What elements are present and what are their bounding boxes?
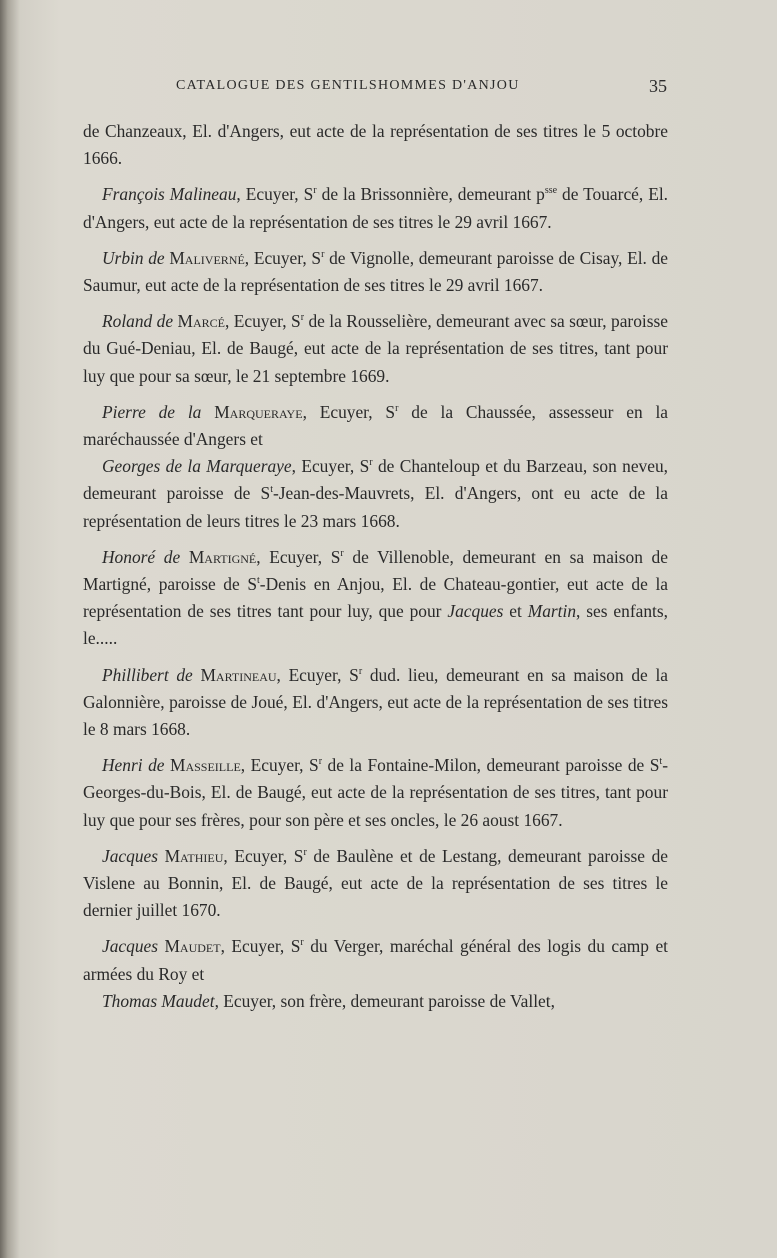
text-fragment: dud. lieu, demeurant en sa maison de la Galonnière, paroisse de Joué, El. d'Angers, eut acte de la représentation de ses titres le 8 mars 1668. [83, 664, 669, 740]
paragraph [83, 843, 668, 925]
superscript: r [318, 756, 323, 768]
paragraph [83, 308, 668, 390]
paragraph [83, 118, 668, 172]
person-surname: Maliverné [169, 247, 245, 268]
text-fragment: , Ecuyer, S [291, 456, 370, 477]
person-name: Thomas Maudet [102, 990, 215, 1011]
paragraph [83, 245, 668, 299]
person-name: Martin [527, 601, 577, 622]
superscript: t [270, 484, 273, 496]
superscript: r [313, 185, 317, 197]
text-fragment: , Ecuyer, S [302, 401, 396, 422]
text-fragment: , Ecuyer, son frère, demeurant paroisse de Vallet, [214, 990, 555, 1011]
superscript: r [369, 457, 373, 469]
superscript: t [257, 575, 260, 587]
person-name: Roland de [102, 311, 174, 332]
text-fragment: , Ecuyer, S [223, 845, 304, 866]
paragraph [83, 933, 668, 987]
text-fragment: , Ecuyer, S [236, 184, 314, 205]
superscript: r [321, 249, 325, 261]
person-name: Honoré de [102, 546, 181, 567]
superscript: r [340, 548, 344, 560]
superscript: r [303, 847, 307, 859]
text-fragment: , Ecuyer, S [224, 311, 301, 332]
person-surname: Mathieu [164, 845, 224, 866]
text-fragment: de Villenoble, demeurant en sa maison de Martigné, paroisse de S [83, 546, 668, 595]
person-surname: Masseille [169, 755, 241, 776]
paragraph [83, 399, 668, 453]
person-name: Jacques [447, 601, 504, 622]
person-surname: Martineau [200, 664, 277, 685]
person-name: Jacques [102, 936, 159, 957]
text-fragment: du Verger, maréchal général des logis du camp et armées du Roy et [83, 936, 668, 984]
text-fragment: de la Chaussée, assesseur en la maréchaussée d'Angers et [83, 401, 669, 450]
paragraph [83, 662, 668, 744]
paragraph [83, 544, 668, 653]
superscript: r [300, 937, 304, 949]
text-fragment: , Ecuyer, S [276, 664, 359, 685]
text-fragment: , Ecuyer, S [240, 755, 319, 776]
person-name: François Malineau [102, 184, 237, 205]
text-fragment: de Vignolle, demeurant paroisse de Cisay, El. de Saumur, eut acte de la représentation de ses titres le 29 avril 1667. [83, 247, 668, 296]
text-fragment: , Ecuyer, S [256, 546, 341, 567]
paragraph-text: de Chanzeaux, El. d'Angers, eut acte de la représentation de ses titres le 5 octobre 1666. [83, 121, 668, 169]
text-fragment: de la Brissonnière, demeurant p [316, 184, 545, 205]
person-surname: Maudet [164, 936, 221, 957]
text-fragment: de la Fontaine-Milon, demeurant paroisse de S [322, 755, 660, 776]
person-name: Jacques [102, 845, 159, 866]
text-fragment: , ses enfants, le..... [83, 601, 669, 649]
text-fragment: , Ecuyer, S [220, 936, 301, 957]
paragraph [83, 988, 668, 1015]
running-head: CATALOGUE DES GENTILSHOMMES D'ANJOU [176, 78, 520, 93]
text-fragment: de la Rousselière, demeurant avec sa sœur, paroisse du Gué-Deniau, El. de Baugé, eut acte de la représentation de ses titres, tant pour luy que pour sa sœur, le 21 septembre 1669. [83, 311, 669, 386]
text-fragment: , Ecuyer, S [244, 247, 322, 268]
paragraph [83, 453, 668, 535]
person-name: Henri de [102, 755, 165, 776]
superscript: r [300, 312, 305, 324]
text-fragment: et [503, 601, 528, 622]
page-header [84, 78, 669, 102]
text-fragment: de Chanteloup et du Barzeau, son neveu, demeurant paroisse de S [83, 456, 669, 504]
text-fragment: -Denis en Anjou, El. de Chateau-gontier, eut acte de la représentation de ses titres tant pour luy, que pour [83, 574, 668, 622]
paragraph [83, 752, 668, 834]
person-name: Georges de la Marqueraye [102, 456, 292, 477]
text-fragment: de Touarcé, El. d'Angers, eut acte de la représentation de ses titres le 29 avril 1667. [83, 184, 669, 232]
text-fragment: -Jean-des-Mauvrets, El. d'Angers, ont eu acte de la représentation de leurs titres le 23 mars 1668. [83, 483, 668, 531]
page-number: 35 [649, 76, 667, 96]
superscript: r [358, 665, 363, 677]
body-text [83, 118, 668, 1015]
superscript: r [395, 403, 399, 415]
person-surname: Martigné [188, 546, 257, 567]
person-name: Phillibert de [102, 664, 193, 685]
text-fragment: -Georges-du-Bois, El. de Baugé, eut acte de la représentation de ses titres, tant pour luy que pour ses frères, pour son père et ses oncles, le 26 aoust 1667. [83, 755, 668, 830]
person-name: Pierre de la [102, 401, 202, 422]
paragraph [83, 181, 668, 235]
superscript: t [659, 756, 663, 768]
person-surname: Marqueraye [214, 401, 303, 422]
superscript: sse [544, 185, 558, 197]
person-name: Urbin de [102, 247, 165, 268]
person-surname: Marcé [177, 311, 225, 332]
text-fragment: de Baulène et de Lestang, demeurant paroisse de Vislene au Bonnin, El. de Baugé, eut acte de la représentation de ses titres le dernier juillet 1670. [83, 845, 668, 921]
